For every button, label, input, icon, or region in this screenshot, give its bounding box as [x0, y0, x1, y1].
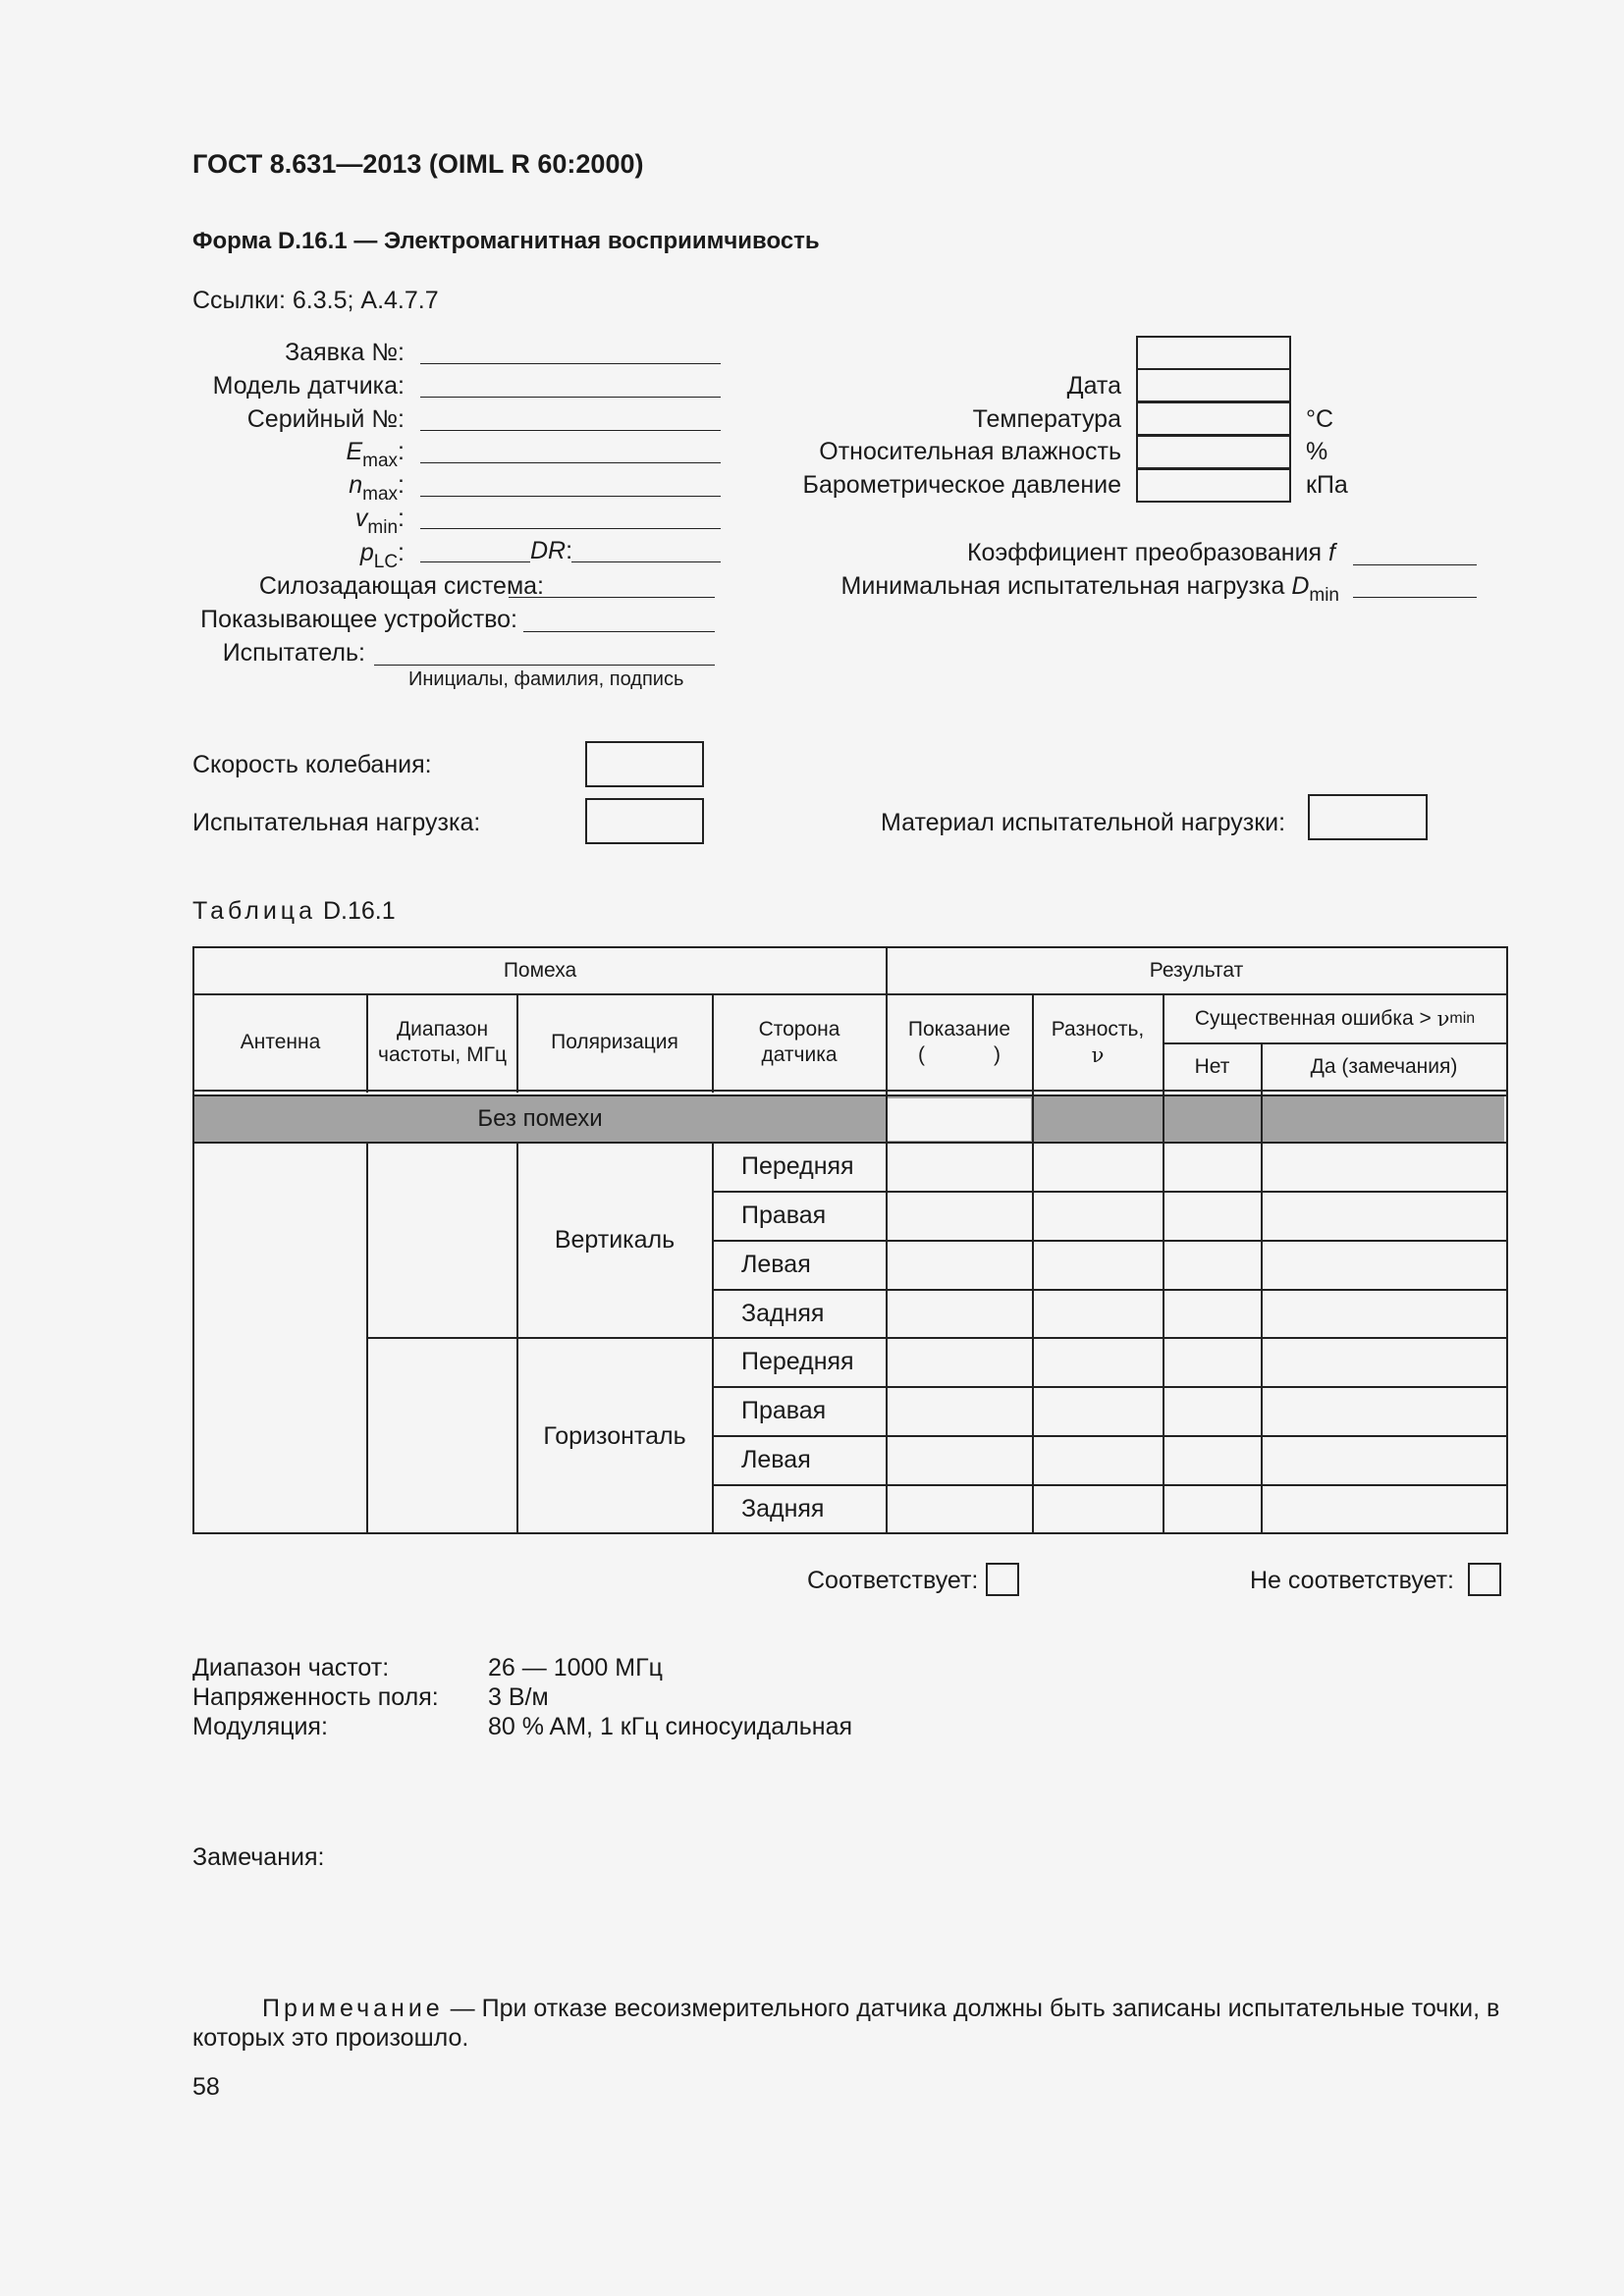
nmax-label: $n_{max}$: [349, 471, 405, 505]
header-no: Нет [1194, 1054, 1230, 1078]
polarization-horizontal: Горизонталь [543, 1421, 686, 1450]
vibration-box[interactable] [585, 741, 704, 787]
humidity-box[interactable] [1136, 435, 1291, 469]
material-box[interactable] [1308, 794, 1428, 840]
nmax-line[interactable] [420, 496, 721, 497]
signature-caption: Инициалы, фамилия, подпись [408, 668, 684, 690]
complies-checkbox[interactable] [986, 1563, 1019, 1596]
serial-label: Серийный №: [246, 405, 405, 433]
side-front-horizontal: Передняя [741, 1348, 854, 1375]
header-frequency-range: Диапазон частоты, МГц [378, 1017, 507, 1066]
side-rear-vertical: Задняя [741, 1300, 825, 1327]
spec-label: Диапазон частот: [192, 1654, 390, 1682]
vmin-label: $v_{min}$: [354, 505, 405, 538]
no-interference-reading-cell[interactable] [888, 1098, 1031, 1141]
plc-line[interactable] [420, 561, 530, 562]
application-line[interactable] [420, 363, 721, 364]
test-load-label: Испытательная нагрузка: [192, 809, 481, 836]
dr-line[interactable] [571, 561, 721, 562]
side-front-vertical: Передняя [741, 1152, 854, 1180]
humidity-unit: % [1306, 438, 1328, 465]
dr-label: DR: [530, 537, 573, 564]
emax-line[interactable] [420, 462, 721, 463]
standard-header: ГОСТ 8.631—2013 (OIML R 60:2000) [192, 149, 644, 179]
blank-box[interactable] [1136, 336, 1291, 370]
header-difference: Разность, ν [1051, 1017, 1145, 1067]
not-complies-checkbox[interactable] [1468, 1563, 1501, 1596]
indicator-label: Показывающее устройство: [200, 606, 517, 633]
vibration-label: Скорость колебания: [192, 751, 432, 778]
force-system-label: Силозадающая система: [258, 572, 544, 600]
page-number: 58 [192, 2073, 220, 2101]
table-caption: Таблица D.16.1 [192, 897, 396, 925]
plc-label: $p_{LC}$: [359, 539, 405, 572]
force-system-line[interactable] [509, 597, 715, 598]
pressure-unit: кПа [1306, 471, 1348, 499]
temperature-box[interactable] [1136, 401, 1291, 436]
header-polarization: Поляризация [551, 1030, 678, 1053]
test-load-box[interactable] [585, 798, 704, 844]
tester-line[interactable] [374, 665, 715, 666]
humidity-label: Относительная влажность [819, 438, 1121, 465]
not-complies-label: Не соответствует: [1250, 1567, 1455, 1594]
sensor-model-line[interactable] [420, 397, 721, 398]
vmin-line[interactable] [420, 528, 721, 529]
min-load-line[interactable] [1353, 597, 1477, 598]
serial-line[interactable] [420, 430, 721, 431]
pressure-label: Барометрическое давление [802, 471, 1121, 499]
coef-label: Коэффициент преобразования f [966, 539, 1335, 566]
spec-label: Модуляция: [192, 1713, 328, 1740]
temperature-unit: °C [1306, 405, 1334, 433]
spec-value: 3 В/м [488, 1683, 549, 1711]
form-references: Ссылки: 6.3.5; A.4.7.7 [192, 287, 439, 314]
spec-label: Напряженность поля: [192, 1683, 439, 1711]
side-right-vertical: Правая [741, 1201, 827, 1229]
header-antenna: Антенна [240, 1030, 321, 1053]
side-right-horizontal: Правая [741, 1397, 827, 1424]
sensor-model-label: Модель датчика: [212, 372, 405, 400]
header-reading: Показание ( ) [907, 1017, 1011, 1066]
temperature-label: Температура [972, 405, 1121, 433]
material-label: Материал испытательной нагрузки: [881, 809, 1286, 836]
header-sensor-side: Сторона датчика [758, 1017, 840, 1066]
emax-label: $E_{max}$: [346, 438, 405, 471]
pressure-box[interactable] [1136, 468, 1291, 503]
side-left-vertical: Левая [741, 1251, 811, 1278]
date-box[interactable] [1136, 368, 1291, 402]
header-result: Результат [1149, 959, 1244, 982]
tester-label: Испытатель: [222, 639, 365, 667]
polarization-vertical: Вертикаль [554, 1226, 676, 1254]
header-interference: Помеха [503, 959, 577, 982]
side-rear-horizontal: Задняя [741, 1495, 825, 1522]
header-yes: Да (замечания) [1310, 1054, 1458, 1078]
spec-value: 26 — 1000 МГц [488, 1654, 663, 1682]
remarks-label: Замечания: [192, 1843, 325, 1871]
form-title: Форма D.16.1 — Электромагнитная восприимчивость [192, 228, 820, 254]
coef-line[interactable] [1353, 564, 1477, 565]
application-label: Заявка №: [285, 339, 405, 366]
header-significant-error: Существенная ошибка > ν min [1194, 1006, 1476, 1031]
results-table [192, 946, 1508, 1534]
complies-label: Соответствует: [807, 1567, 979, 1594]
date-label: Дата [1066, 372, 1121, 400]
note-line-1: Примечание — При отказе весоизмерительного датчика должны быть записаны испытательные точки, в [262, 1995, 1500, 2022]
min-load-label: Минимальная испытательная нагрузка $D_{min}$ [840, 572, 1339, 606]
indicator-line[interactable] [523, 631, 715, 632]
no-interference-label: Без помехи [477, 1104, 603, 1132]
side-left-horizontal: Левая [741, 1446, 811, 1473]
note-line-2: которых это произошло. [192, 2024, 469, 2052]
spec-value: 80 % AM, 1 кГц синосуидальная [488, 1713, 853, 1740]
